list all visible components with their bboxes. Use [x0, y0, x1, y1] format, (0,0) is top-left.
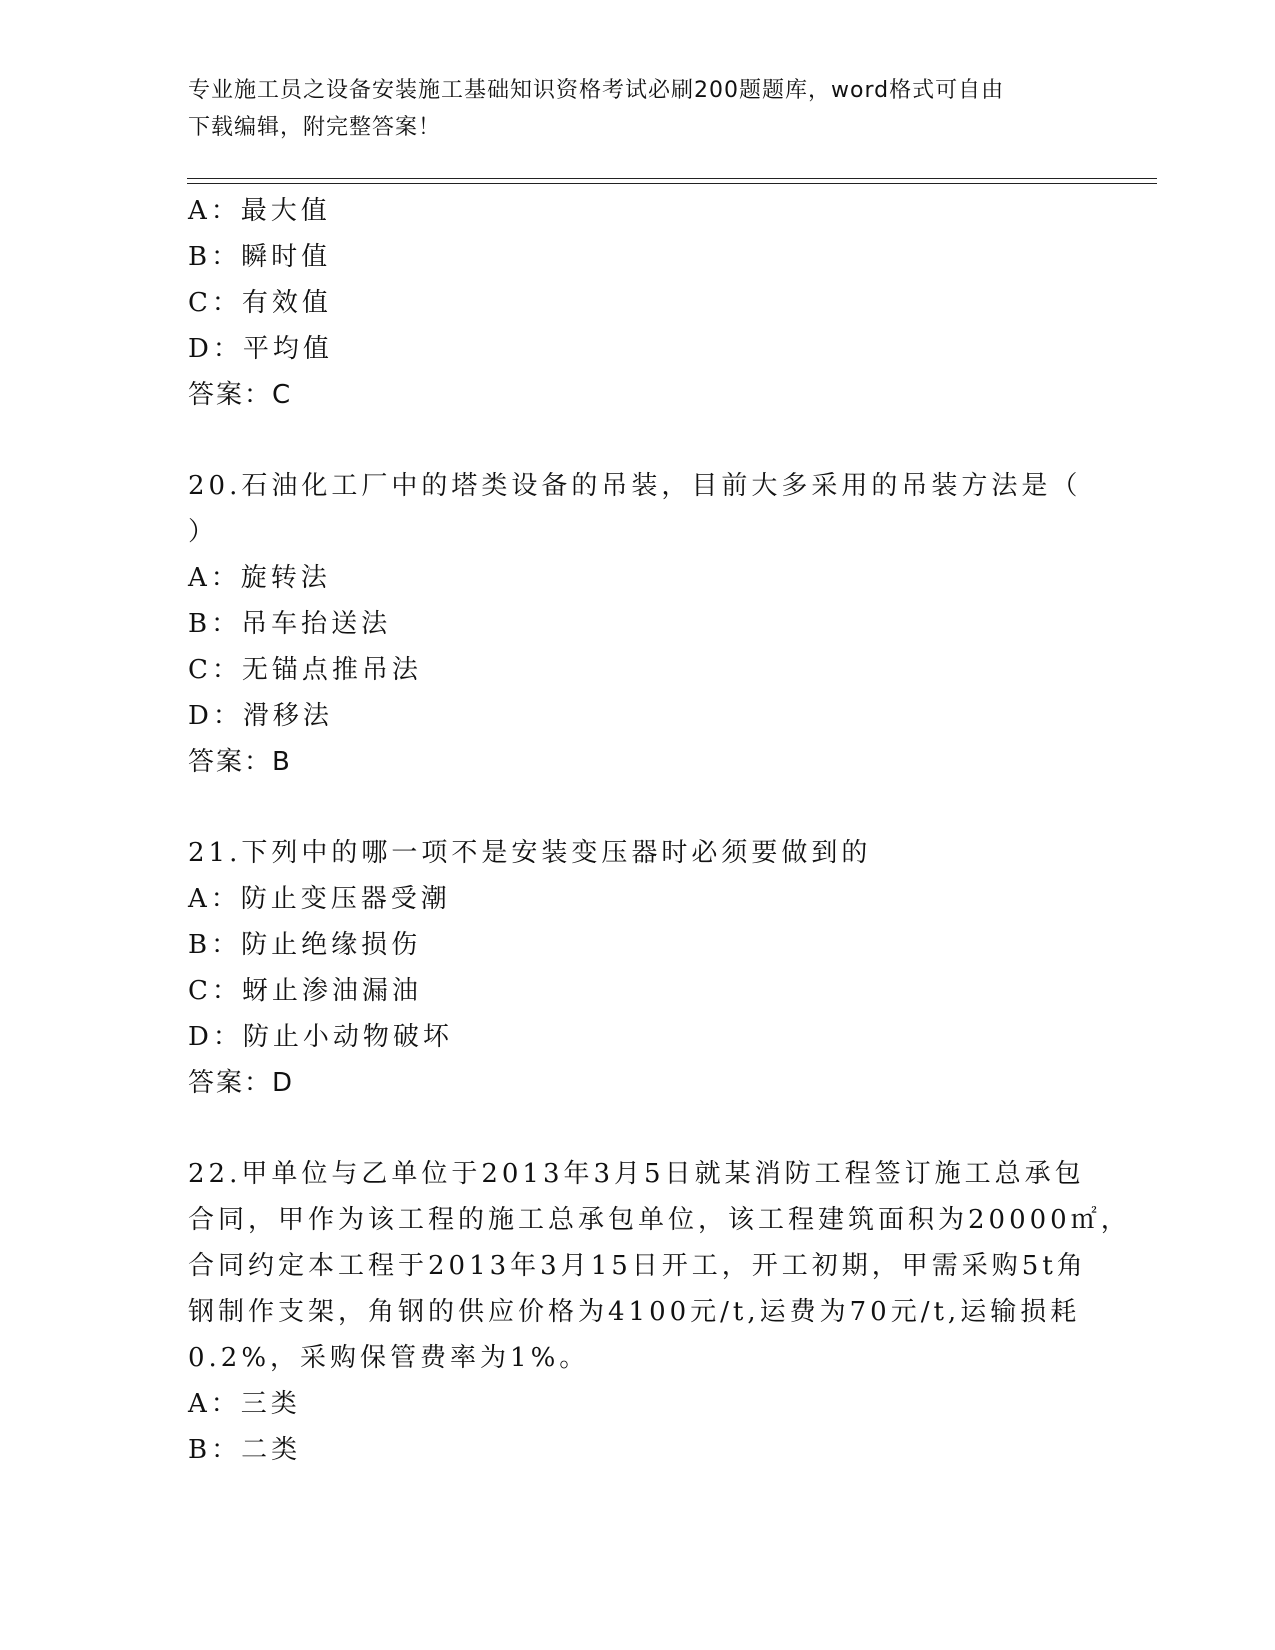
question-text-line: 合同，甲作为该工程的施工总承包单位，该工程建筑面积为20000㎡， — [188, 1205, 1131, 1235]
question-19 — [188, 188, 1088, 418]
option-d: D：防止小动物破坏 — [188, 1022, 453, 1052]
answer: 答案：B — [188, 747, 292, 777]
question-list — [188, 188, 1131, 1473]
header-line-1: 专业施工员之设备安装施工基础知识资格考试必刷200题题库，word格式可自由 — [188, 78, 1005, 103]
question-20 — [188, 463, 1088, 785]
option-c: C：无锚点推吊法 — [188, 655, 422, 685]
header-divider-bottom — [187, 183, 1157, 184]
answer: 答案：C — [188, 380, 293, 410]
option-d: D：平均值 — [188, 334, 333, 364]
question-text-line: 合同约定本工程于2013年3月15日开工，开工初期，甲需采购5t角 — [188, 1251, 1087, 1281]
option-a: A：旋转法 — [188, 563, 331, 593]
question-text-line: 钢制作支架，角钢的供应价格为4100元/t,运费为70元/t,运输损耗 — [188, 1297, 1081, 1327]
option-a: A：三类 — [188, 1389, 301, 1419]
header-line-2: 下载编辑，附完整答案！ — [188, 115, 442, 140]
question-21 — [188, 830, 1088, 1106]
option-b: B：二类 — [188, 1435, 302, 1465]
question-22 — [188, 1151, 1131, 1473]
question-text-line: 0.2%，采购保管费率为1%。 — [188, 1343, 590, 1373]
question-text-line: ） — [188, 517, 219, 547]
question-text-line: 20.石油化工厂中的塔类设备的吊装，目前大多采用的吊装方法是（ — [188, 471, 1082, 501]
option-b: B：瞬时值 — [188, 242, 332, 272]
question-text-line: 21.下列中的哪一项不是安装变压器时必须要做到的 — [188, 838, 872, 868]
option-b: B：防止绝缘损伤 — [188, 930, 422, 960]
option-c: C：蚜止渗油漏油 — [188, 976, 422, 1006]
answer: 答案：D — [188, 1068, 295, 1098]
option-d: D：滑移法 — [188, 701, 333, 731]
option-a: A：防止变压器受潮 — [188, 884, 451, 914]
option-a: A：最大值 — [188, 196, 331, 226]
document-header — [188, 72, 1088, 146]
header-divider-top — [187, 178, 1157, 179]
option-b: B：吊车抬送法 — [188, 609, 392, 639]
question-text-line: 22.甲单位与乙单位于2013年3月5日就某消防工程签订施工总承包 — [188, 1159, 1085, 1189]
option-c: C：有效值 — [188, 288, 332, 318]
